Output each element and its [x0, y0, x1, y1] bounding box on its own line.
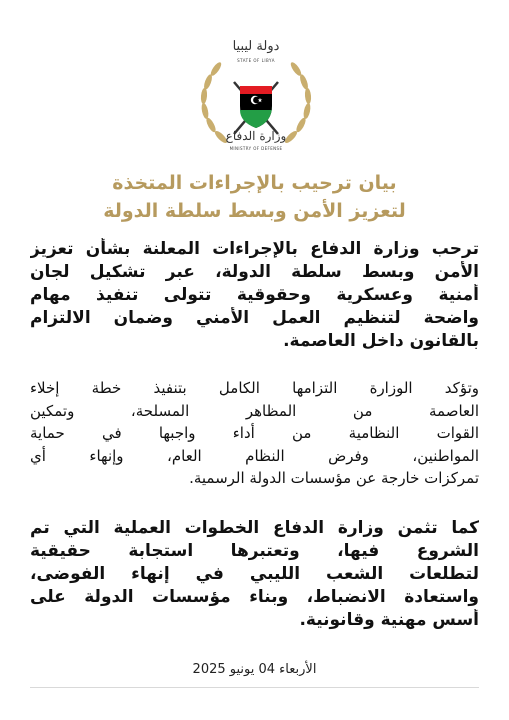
paragraph-line: وتؤكد الوزارة التزامها الكامل بتنفيذ خطة إخلاء	[30, 379, 479, 397]
emblem-ministry-english: MINISTRY OF DEFENSE	[229, 146, 283, 151]
paragraph-line: واضحة لتنظيم العمل الأمني وضمان الالتزام	[30, 308, 479, 328]
paragraph-line: العاصمة من المظاهر المسلحة، وتمكين	[30, 401, 479, 420]
headline-line-2: لتعزيز الأمن وبسط سلطة الدولة	[103, 200, 406, 222]
paragraph-line: الأمن وبسط سلطة الدولة، عبر تشكيل لجان	[30, 262, 479, 282]
footer-divider	[30, 687, 479, 688]
paragraph-welcome	[30, 238, 479, 353]
paragraph-line: بالقانون داخل العاصمة.	[283, 331, 479, 351]
paragraph-line: أسس مهنية وقانونية.	[299, 610, 479, 630]
paragraph-commitment	[30, 377, 479, 490]
paragraph-line: المواطنين، وفرض النظام العام، وإنهاء أي	[30, 446, 479, 465]
paragraph-appreciation	[30, 517, 479, 632]
ministry-emblem	[186, 34, 326, 164]
paragraph-line: أمنية وعسكرية وحقوقية تتولى تنفيذ مهام	[30, 285, 479, 305]
headline-line-1: بيان ترحيب بالإجراءات المتخذة	[112, 172, 397, 194]
emblem-name-arabic: دولة ليبيا	[232, 39, 280, 54]
statement-date: الأربعاء 04 يونيو 2025	[192, 662, 317, 677]
paragraph-line: كما تثمن وزارة الدفاع الخطوات العملية التي تم	[30, 518, 479, 538]
emblem-name-english: STATE OF LIBYA	[237, 58, 275, 63]
paragraph-line: واستعادة الانضباط، وبناء مؤسسات الدولة على	[30, 587, 479, 607]
paragraph-line: تمركزات خارجة عن مؤسسات الدولة الرسمية.	[189, 469, 479, 488]
paragraph-line: الشروع فيها، وتعتبرها استجابة حقيقية	[30, 541, 479, 561]
paragraph-line: القوات النظامية من أداء واجبها في حماية	[30, 424, 479, 443]
emblem-ministry-arabic: وزارة الدفاع	[225, 129, 287, 143]
paragraph-line: ترحب وزارة الدفاع بالإجراءات المعلنة بشأن تعزيز	[30, 239, 479, 259]
paragraph-line: لتطلعات الشعب الليبي في إنهاء الفوضى،	[30, 564, 479, 584]
